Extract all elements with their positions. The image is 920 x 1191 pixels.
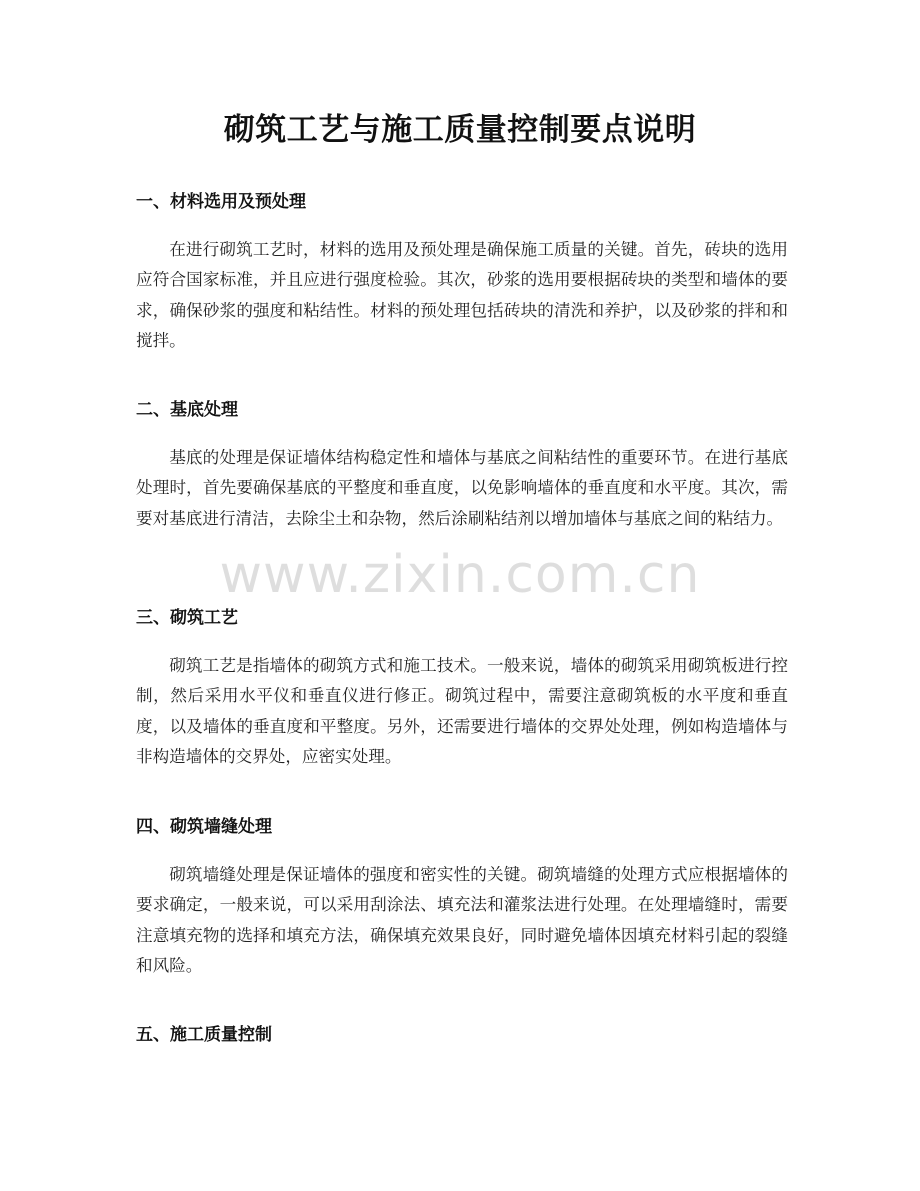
section-heading-1: 一、材料选用及预处理: [136, 192, 306, 212]
watermark: www.zixin.com.cn: [219, 545, 701, 605]
document-title: 砌筑工艺与施工质量控制要点说明: [223, 112, 697, 148]
section-body-4: 砌筑墙缝处理是保证墙体的强度和密实性的关键。砌筑墙缝的处理方式应根据墙体的要求确定，一般来说，可以采用刮涂法、填充法和灌浆法进行处理。在处理墙缝时，需要注意填充物的选择和填充方法，确保填充效果良好，同时避免墙体因填充材料引起的裂缝和风险。: [136, 865, 788, 975]
section-heading-2: 二、基底处理: [136, 400, 238, 420]
section-heading-5: 五、施工质量控制: [136, 1025, 272, 1045]
section-heading-4: 四、砌筑墙缝处理: [136, 817, 272, 837]
section-body-3: 砌筑工艺是指墙体的砌筑方式和施工技术。一般来说，墙体的砌筑采用砌筑板进行控制，然后采用水平仪和垂直仪进行修正。砌筑过程中，需要注意砌筑板的水平度和垂直度，以及墙体的垂直度和平整度。另外，还需要进行墙体的交界处处理，例如构造墙体与非构造墙体的交界处，应密实处理。: [136, 656, 788, 766]
section-heading-3: 三、砌筑工艺: [136, 608, 238, 628]
section-body-1: 在进行砌筑工艺时，材料的选用及预处理是确保施工质量的关键。首先，砖块的选用应符合国家标准，并且应进行强度检验。其次，砂浆的选用要根据砖块的类型和墙体的要求，确保砂浆的强度和粘结性。材料的预处理包括砖块的清洗和养护，以及砂浆的拌和和搅拌。: [136, 240, 788, 350]
section-body-2: 基底的处理是保证墙体结构稳定性和墙体与基底之间粘结性的重要环节。在进行基底处理时，首先要确保基底的平整度和垂直度，以免影响墙体的垂直度和水平度。其次，需要对基底进行清洁，去除尘土和杂物，然后涂刷粘结剂以增加墙体与基底之间的粘结力。: [136, 448, 788, 528]
